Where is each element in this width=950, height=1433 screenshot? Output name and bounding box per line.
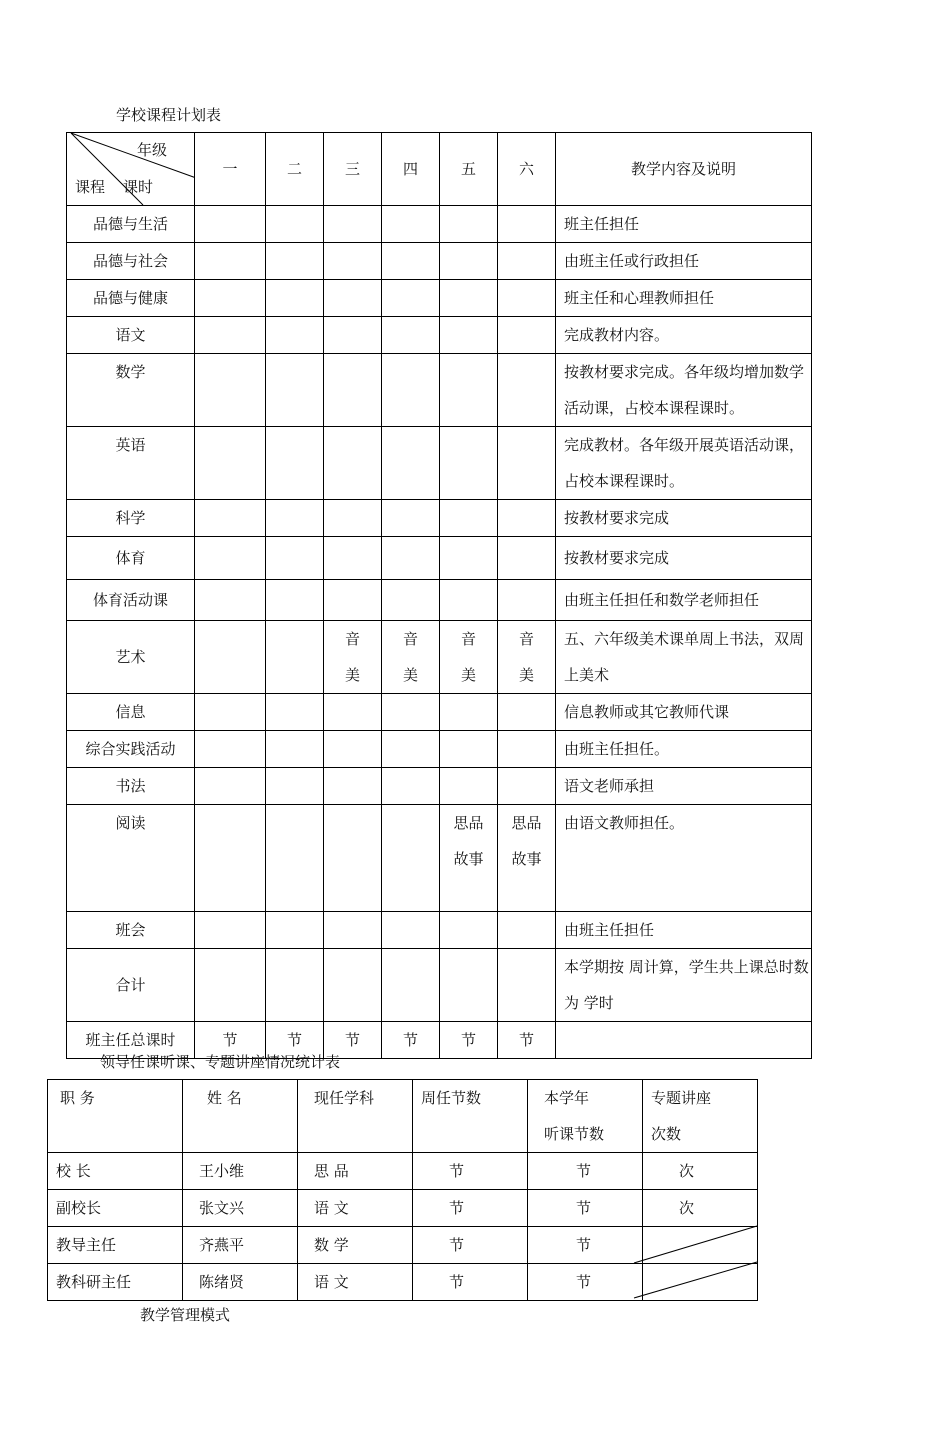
grade-cell bbox=[266, 949, 324, 1022]
leader-cell: 节 bbox=[413, 1227, 528, 1264]
grade-cell bbox=[266, 694, 324, 731]
multiline-text: 专题讲座 次数 bbox=[651, 1089, 712, 1143]
grade-cell bbox=[440, 580, 498, 621]
grade-cell bbox=[440, 427, 498, 500]
grade-cell bbox=[266, 317, 324, 354]
grade-cell bbox=[324, 500, 382, 537]
course-name: 综合实践活动 bbox=[67, 731, 195, 768]
leaders-table bbox=[47, 1079, 758, 1301]
grade-cell bbox=[195, 621, 266, 694]
grade-cell bbox=[382, 280, 440, 317]
grade-cell bbox=[195, 768, 266, 805]
course-note: 由班主任担任和数学老师担任 bbox=[556, 580, 812, 621]
grade-header: 一 bbox=[195, 133, 266, 206]
grade-cell bbox=[266, 580, 324, 621]
grade-cell bbox=[195, 537, 266, 580]
grade-cell bbox=[440, 317, 498, 354]
course-note bbox=[556, 1022, 812, 1059]
leader-cell: 节 bbox=[413, 1153, 528, 1190]
schedule-title: 学校课程计划表 bbox=[116, 106, 222, 124]
cell-text: 节 bbox=[344, 1031, 360, 1049]
grade-cell bbox=[324, 280, 382, 317]
grade-cell bbox=[440, 354, 498, 427]
grade-cell bbox=[324, 731, 382, 768]
grade-header: 三 bbox=[324, 133, 382, 206]
grade-cell bbox=[324, 537, 382, 580]
schedule-row bbox=[67, 621, 812, 694]
diagonal-header-cell bbox=[67, 133, 195, 206]
grade-cell bbox=[324, 949, 382, 1022]
grade-cell bbox=[498, 354, 556, 427]
schedule-header-row bbox=[67, 133, 812, 206]
course-note: 完成教材内容。 bbox=[556, 317, 812, 354]
schedule-row bbox=[67, 317, 812, 354]
grade-cell bbox=[498, 621, 556, 694]
leader-cell: 语 文 bbox=[298, 1264, 413, 1301]
grade-header: 二 bbox=[266, 133, 324, 206]
leaders-header-row bbox=[48, 1080, 758, 1153]
grade-cell bbox=[266, 243, 324, 280]
grade-cell bbox=[498, 537, 556, 580]
grade-cell bbox=[440, 243, 498, 280]
grade-cell bbox=[324, 694, 382, 731]
grade-cell bbox=[498, 280, 556, 317]
grade-cell bbox=[382, 537, 440, 580]
grade-cell bbox=[266, 731, 324, 768]
grade-cell bbox=[382, 580, 440, 621]
grade-cell bbox=[498, 317, 556, 354]
grade-cell bbox=[195, 731, 266, 768]
grade-cell bbox=[324, 805, 382, 912]
grade-cell bbox=[266, 768, 324, 805]
leader-cell: 校 长 bbox=[48, 1153, 183, 1190]
grade-cell bbox=[498, 912, 556, 949]
leader-cell: 副校长 bbox=[48, 1190, 183, 1227]
leader-cell: 王小维 bbox=[183, 1153, 298, 1190]
grade-cell bbox=[440, 731, 498, 768]
grade-cell bbox=[195, 949, 266, 1022]
grade-cell bbox=[440, 500, 498, 537]
grade-cell bbox=[440, 206, 498, 243]
corner-grade-label: 年级 bbox=[137, 141, 168, 159]
desc-header: 教学内容及说明 bbox=[556, 133, 812, 206]
cell-text: 节 bbox=[402, 1031, 418, 1049]
grade-cell bbox=[382, 317, 440, 354]
leader-cell: 思 品 bbox=[298, 1153, 413, 1190]
grade-cell bbox=[195, 912, 266, 949]
grade-cell bbox=[266, 912, 324, 949]
grade-cell bbox=[498, 1022, 556, 1059]
grade-cell bbox=[498, 243, 556, 280]
course-name: 数学 bbox=[67, 354, 195, 427]
schedule-row bbox=[67, 731, 812, 768]
leader-cell: 节 bbox=[528, 1153, 643, 1190]
grade-cell bbox=[266, 500, 324, 537]
grade-cell bbox=[195, 243, 266, 280]
cell-text: 音 美 bbox=[402, 630, 418, 684]
course-name: 品德与健康 bbox=[67, 280, 195, 317]
grade-cell bbox=[440, 694, 498, 731]
course-name: 英语 bbox=[67, 427, 195, 500]
leader-cell: 节 bbox=[528, 1190, 643, 1227]
leader-cell: 次 bbox=[643, 1190, 758, 1227]
grade-cell bbox=[498, 949, 556, 1022]
grade-cell bbox=[382, 354, 440, 427]
leader-cell: 语 文 bbox=[298, 1190, 413, 1227]
grade-cell bbox=[440, 768, 498, 805]
course-name: 语文 bbox=[67, 317, 195, 354]
schedule-row bbox=[67, 694, 812, 731]
grade-cell bbox=[324, 354, 382, 427]
grade-cell bbox=[266, 621, 324, 694]
grade-cell bbox=[324, 580, 382, 621]
grade-cell bbox=[440, 912, 498, 949]
grade-cell bbox=[195, 280, 266, 317]
leader-cell: 教导主任 bbox=[48, 1227, 183, 1264]
grade-cell bbox=[266, 427, 324, 500]
grade-cell bbox=[195, 500, 266, 537]
corner-hours-label: 课时 bbox=[123, 178, 154, 196]
grade-cell bbox=[382, 621, 440, 694]
grade-cell bbox=[382, 206, 440, 243]
grade-cell bbox=[440, 1022, 498, 1059]
grade-cell bbox=[195, 805, 266, 912]
schedule-row bbox=[67, 768, 812, 805]
leaders-header-cell bbox=[528, 1080, 643, 1153]
grade-cell bbox=[382, 427, 440, 500]
leaders-header-cell bbox=[643, 1080, 758, 1153]
leader-row bbox=[48, 1153, 758, 1190]
leader-row bbox=[48, 1264, 758, 1301]
leader-row bbox=[48, 1227, 758, 1264]
leaders-header-cell: 职 务 bbox=[48, 1080, 183, 1153]
leader-cell: 节 bbox=[528, 1264, 643, 1301]
grade-cell bbox=[498, 768, 556, 805]
cell-text: 节 bbox=[518, 1031, 534, 1049]
grade-cell bbox=[440, 949, 498, 1022]
cell-text: 音 美 bbox=[344, 630, 360, 684]
grade-cell bbox=[498, 206, 556, 243]
course-note: 语文老师承担 bbox=[556, 768, 812, 805]
grade-cell bbox=[266, 805, 324, 912]
leader-cell: 陈绪贤 bbox=[183, 1264, 298, 1301]
grade-cell bbox=[382, 1022, 440, 1059]
grade-header: 四 bbox=[382, 133, 440, 206]
schedule-row bbox=[67, 243, 812, 280]
cell-text: 音 美 bbox=[460, 630, 476, 684]
leaders-header-cell: 姓 名 bbox=[183, 1080, 298, 1153]
grade-cell bbox=[324, 317, 382, 354]
grade-cell bbox=[324, 621, 382, 694]
schedule-row bbox=[67, 949, 812, 1022]
leader-cell bbox=[643, 1227, 758, 1264]
grade-cell bbox=[266, 206, 324, 243]
grade-cell bbox=[382, 912, 440, 949]
grade-cell bbox=[195, 694, 266, 731]
leader-cell: 数 学 bbox=[298, 1227, 413, 1264]
grade-cell bbox=[440, 805, 498, 912]
leader-cell: 节 bbox=[528, 1227, 643, 1264]
course-name: 艺术 bbox=[67, 621, 195, 694]
cell-text: 节 bbox=[222, 1031, 238, 1049]
course-note: 按教材要求完成。各年级均增加数学活动课，占校本课程课时。 bbox=[556, 354, 812, 427]
course-name: 体育活动课 bbox=[67, 580, 195, 621]
leader-cell: 张文兴 bbox=[183, 1190, 298, 1227]
corner-course-label: 课程 bbox=[75, 178, 106, 196]
grade-cell bbox=[266, 354, 324, 427]
course-note: 由班主任或行政担任 bbox=[556, 243, 812, 280]
leader-row bbox=[48, 1190, 758, 1227]
course-name: 体育 bbox=[67, 537, 195, 580]
grade-cell bbox=[498, 805, 556, 912]
grade-cell bbox=[324, 427, 382, 500]
grade-cell bbox=[382, 805, 440, 912]
leader-cell: 节 bbox=[413, 1190, 528, 1227]
course-note: 班主任担任 bbox=[556, 206, 812, 243]
course-schedule-table bbox=[66, 132, 812, 1059]
course-note: 信息教师或其它教师代课 bbox=[556, 694, 812, 731]
grade-header: 五 bbox=[440, 133, 498, 206]
cell-text: 思品 故事 bbox=[511, 814, 542, 868]
schedule-row bbox=[67, 206, 812, 243]
schedule-row bbox=[67, 580, 812, 621]
grade-cell bbox=[382, 949, 440, 1022]
cell-text: 节 bbox=[286, 1031, 302, 1049]
multiline-text: 本学年 听课节数 bbox=[544, 1089, 605, 1143]
leader-cell: 次 bbox=[643, 1153, 758, 1190]
course-name: 科学 bbox=[67, 500, 195, 537]
course-name: 书法 bbox=[67, 768, 195, 805]
course-name: 班主任总课时 bbox=[67, 1022, 195, 1059]
leaders-title: 领导任课听课、专题讲座情况统计表 bbox=[100, 1053, 341, 1071]
grade-cell bbox=[498, 500, 556, 537]
grade-cell bbox=[382, 243, 440, 280]
grade-cell bbox=[498, 694, 556, 731]
grade-cell bbox=[195, 354, 266, 427]
grade-cell bbox=[382, 500, 440, 537]
schedule-row bbox=[67, 354, 812, 427]
grade-cell bbox=[324, 768, 382, 805]
schedule-row bbox=[67, 805, 812, 912]
leader-cell: 节 bbox=[413, 1264, 528, 1301]
grade-cell bbox=[266, 280, 324, 317]
schedule-row bbox=[67, 500, 812, 537]
course-name: 品德与社会 bbox=[67, 243, 195, 280]
leader-cell: 齐燕平 bbox=[183, 1227, 298, 1264]
grade-cell bbox=[498, 731, 556, 768]
grade-cell bbox=[324, 206, 382, 243]
grade-cell bbox=[440, 280, 498, 317]
grade-header: 六 bbox=[498, 133, 556, 206]
course-name: 班会 bbox=[67, 912, 195, 949]
cell-text: 音 美 bbox=[518, 630, 534, 684]
course-note: 按教材要求完成 bbox=[556, 500, 812, 537]
course-note: 完成教材。各年级开展英语活动课，占校本课程课时。 bbox=[556, 427, 812, 500]
schedule-row bbox=[67, 912, 812, 949]
schedule-row bbox=[67, 280, 812, 317]
grade-cell bbox=[266, 537, 324, 580]
grade-cell bbox=[195, 580, 266, 621]
grade-cell bbox=[324, 912, 382, 949]
grade-cell bbox=[195, 206, 266, 243]
grade-cell bbox=[324, 243, 382, 280]
grade-cell bbox=[498, 580, 556, 621]
grade-cell bbox=[498, 427, 556, 500]
grade-cell bbox=[382, 731, 440, 768]
course-note: 按教材要求完成 bbox=[556, 537, 812, 580]
leader-cell: 教科研主任 bbox=[48, 1264, 183, 1301]
course-name: 品德与生活 bbox=[67, 206, 195, 243]
grade-cell bbox=[195, 317, 266, 354]
cell-text: 思品 故事 bbox=[453, 814, 484, 868]
course-note: 本学期按 周计算，学生共上课总时数为 学时 bbox=[556, 949, 812, 1022]
course-name: 合计 bbox=[67, 949, 195, 1022]
grade-cell bbox=[440, 621, 498, 694]
course-note: 由班主任担任 bbox=[556, 912, 812, 949]
course-note: 班主任和心理教师担任 bbox=[556, 280, 812, 317]
leaders-header-cell: 现任学科 bbox=[298, 1080, 413, 1153]
management-title: 教学管理模式 bbox=[140, 1306, 231, 1324]
course-name: 阅读 bbox=[67, 805, 195, 912]
course-note: 由班主任担任。 bbox=[556, 731, 812, 768]
cell-text: 节 bbox=[460, 1031, 476, 1049]
schedule-row bbox=[67, 427, 812, 500]
leader-cell bbox=[643, 1264, 758, 1301]
grade-cell bbox=[382, 694, 440, 731]
course-note: 五、六年级美术课单周上书法，双周上美术 bbox=[556, 621, 812, 694]
grade-cell bbox=[195, 427, 266, 500]
grade-cell bbox=[382, 768, 440, 805]
grade-cell bbox=[440, 537, 498, 580]
schedule-row bbox=[67, 537, 812, 580]
leaders-header-cell: 周任节数 bbox=[413, 1080, 528, 1153]
course-note: 由语文教师担任。 bbox=[556, 805, 812, 912]
course-name: 信息 bbox=[67, 694, 195, 731]
